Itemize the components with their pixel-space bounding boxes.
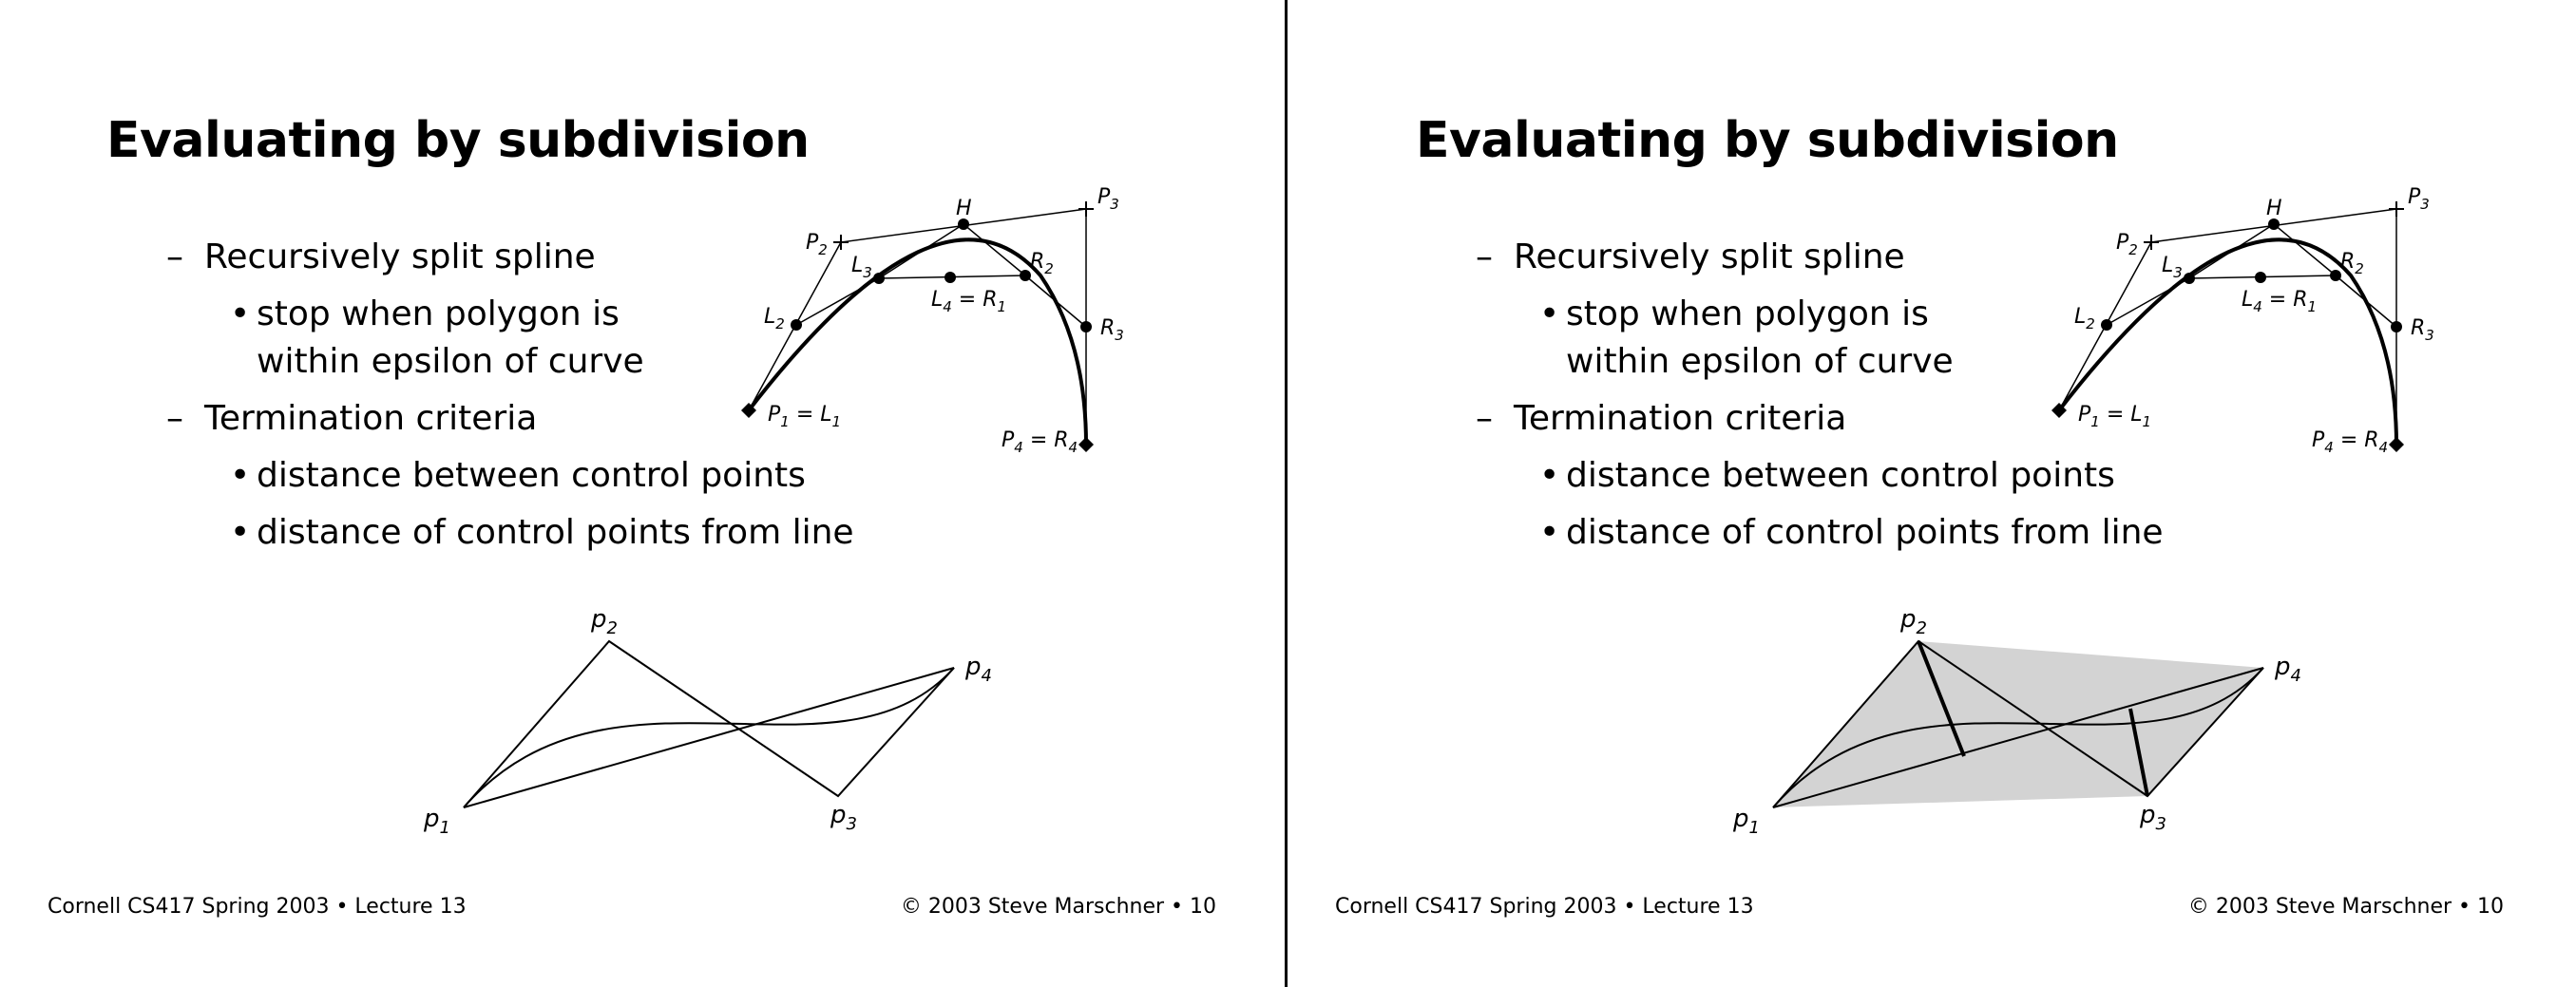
label-r3: $R_3$ [2411,316,2434,344]
label-p3: $p_3$ [830,801,857,834]
bullet-text: within epsilon of curve [257,342,644,381]
label-l2: $L_2$ [2074,305,2095,332]
label-p3: $P_3$ [1097,185,1119,213]
bullet-text: distance between control points [1566,456,2115,495]
label-l3: $L_3$ [851,254,872,281]
label-r2: $R_2$ [1030,250,1054,277]
dash-marker: – [1476,399,1493,438]
bullet-text: stop when polygon is [257,294,620,333]
label-p4: $p_4$ [965,653,992,686]
bullet-text: Termination criteria [1514,399,1847,438]
slide-title: Evaluating by subdivision [1416,112,2119,169]
bullet-text: Termination criteria [204,399,538,438]
label-p2: $p_2$ [1900,605,1927,638]
label-l2: $L_2$ [764,305,785,332]
slide-title: Evaluating by subdivision [106,112,810,169]
dot-marker: • [230,513,251,552]
dash-marker: – [166,399,183,438]
label-p1: $p_1$ [424,805,450,838]
dot-marker: • [230,456,251,495]
bullet-text: distance of control points from line [257,513,854,552]
label-p4-r4: $P_4 = R_4$ [2312,428,2389,456]
chord-line [464,668,954,807]
control-polygon [464,641,954,807]
dash-marker: – [1476,237,1493,276]
bullet-text: within epsilon of curve [1566,342,1954,381]
label-r2: $R_2$ [2340,250,2364,277]
label-p4-r4: $P_4 = R_4$ [1002,428,1078,456]
dot-marker: • [1539,456,1560,495]
bullet-text: Recursively split spline [204,237,596,276]
slide-left [0,0,1285,987]
label-p2: $p_2$ [591,605,618,638]
label-p3: $p_3$ [2140,801,2166,834]
dot-marker: • [230,294,251,333]
footer-course: Cornell CS417 Spring 2003 • Lecture 13 [48,895,467,919]
label-p1: $p_1$ [1733,805,1760,838]
dash-marker: – [166,237,183,276]
slide-right [1288,0,2572,987]
bezier-hull-diagram [1288,0,2572,987]
bullet-text: distance between control points [257,456,806,495]
bullet-text: distance of control points from line [1566,513,2164,552]
footer-copyright: © 2003 Steve Marschner • 10 [900,895,1216,919]
label-r3: $R_3$ [1100,316,1124,344]
dot-marker: • [1539,294,1560,333]
bullet-text: stop when polygon is [1566,294,1929,333]
footer-copyright: © 2003 Steve Marschner • 10 [2187,895,2504,919]
label-p4: $p_4$ [2275,653,2301,686]
label-p2: $P_2$ [2116,231,2138,258]
label-p2: $P_2$ [806,231,828,258]
label-p1-l1: $P_1 = L_1$ [2078,403,2152,430]
label-p1-l1: $P_1 = L_1$ [768,403,842,430]
label-l4-r1: $L_4 = R_1$ [2242,288,2318,315]
label-l4-r1: $L_4 = R_1$ [931,288,1007,315]
label-p3: $P_3$ [2408,185,2430,213]
footer-course: Cornell CS417 Spring 2003 • Lecture 13 [1335,895,1754,919]
dot-marker: • [1539,513,1560,552]
bezier-polygon-diagram [0,0,1285,987]
bullet-text: Recursively split spline [1514,237,1905,276]
label-h: H [956,197,972,220]
label-h: H [2266,197,2282,220]
label-l3: $L_3$ [2162,254,2183,281]
